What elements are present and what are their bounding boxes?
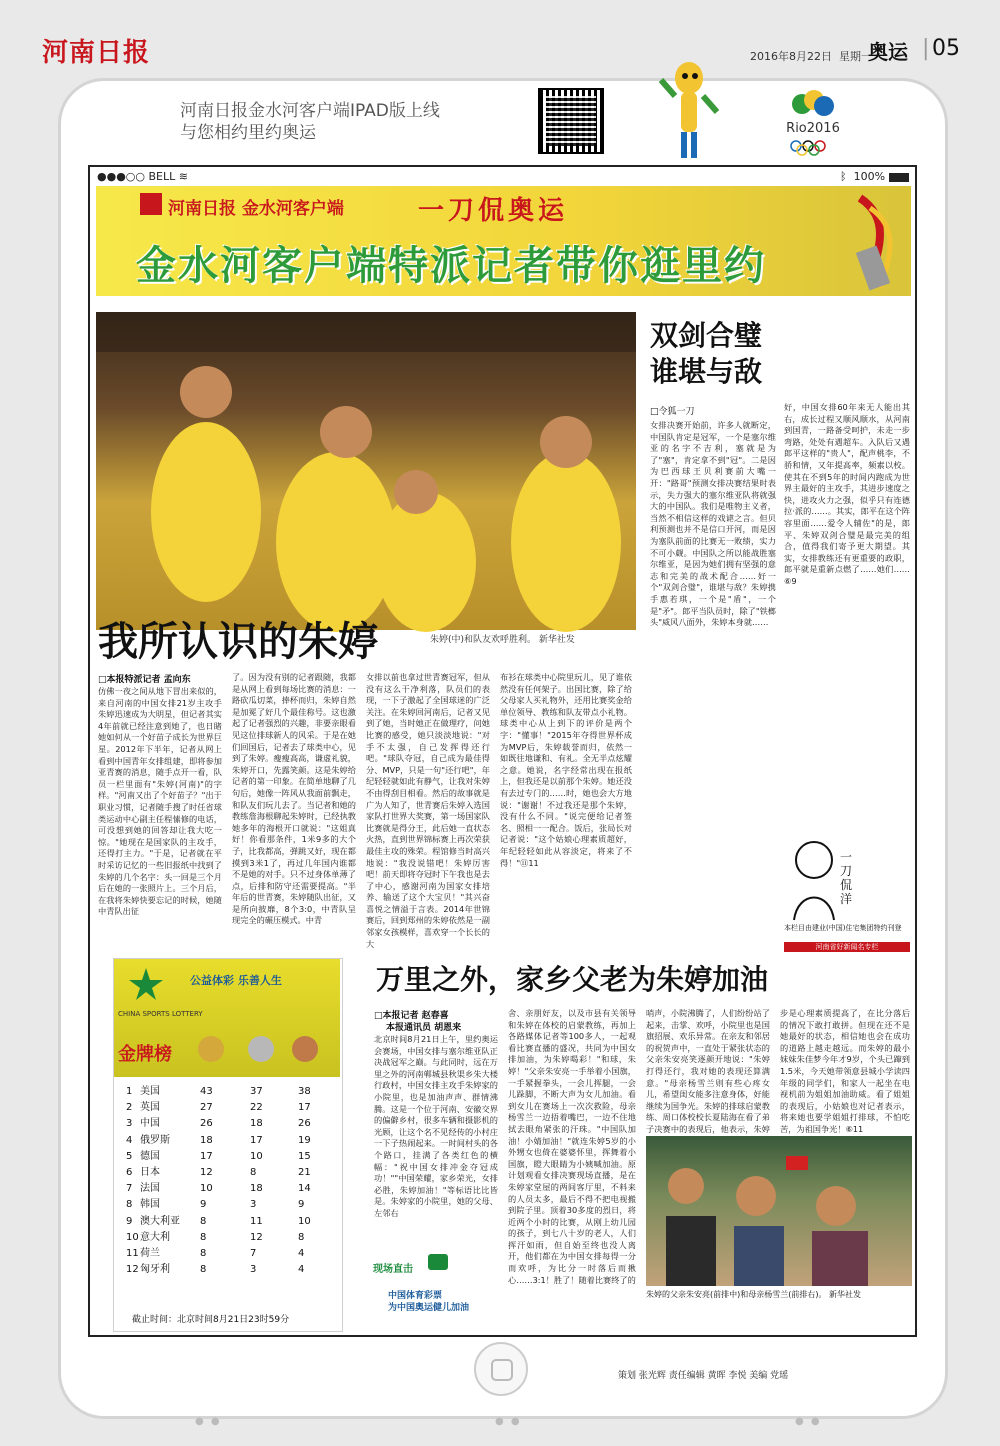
bronze-medal-icon <box>292 1036 318 1062</box>
medal-cell-bronze: 15 <box>298 1150 311 1162</box>
medal-row <box>118 1262 338 1277</box>
lottery-brand: 公益体彩 乐善人生 <box>190 974 282 987</box>
home-button-icon[interactable] <box>474 1342 528 1396</box>
bluetooth-icon: ᛒ <box>840 170 847 183</box>
side-col-2: 好，中国女排60年来无人能出其右，成长过程又顺风顺水，从河南到国青，一路备受呵护，未走一步弯路，处处有遇超车。入队后又遇郎平这样的"贵人"，配声桃李，不骄和情，又年提高率，频素以校。使其在不到5年的时间内跑成为世界主最好的主攻手，其进步速度之快，进攻火力之强，似乎只有连德拉·派的……。其实，郎平在这个阵容里面……爱令人辅佐"的是，郎平、朱婷双剑合璧是最完美的组合，值得我们寄予更大期望。其实，女排教练还有更重要的政职，郎平就是重新点燃了……她们……⑥9 <box>784 402 910 586</box>
medal-row <box>118 1214 338 1229</box>
medal-cell-country: 韩国 <box>140 1199 160 1211</box>
medal-cell-rank: 4 <box>126 1134 133 1146</box>
lottery-logo-icon <box>126 966 166 1002</box>
medal-cell-bronze: 17 <box>298 1102 311 1114</box>
medal-deadline: 截止时间：北京时间8月21日23时59分 <box>132 1315 290 1325</box>
medal-cell-bronze: 38 <box>298 1086 311 1097</box>
banner-logo-text: 河南日报 金水河客户端 <box>168 199 344 219</box>
second-col-2: 舍、亲朋好友，以及市县有关领导和朱婷在体校的启蒙教练，再加上各路媒体记者等100多人，一起观看比赛直播的盛况，共同为中国女排加油，为朱婷喝彩！"和球，朱婷！"父亲朱安亮一手举着小国旗，一手紧握拳头，一会儿挥腿，一会儿跺脚，不断大声为女儿加油。看到女儿在赛场上一次次救险，母亲杨雪兰一边捂着嘴巴，一边不住地拭去眼角紧张的汗珠。"中国队加油！小婧加油！"就连朱婷5岁的小外甥女也倚在婆婆怀里，挥舞着小国旗，瞪大眼睛为小姨喊加油。原计划观看女排决赛现场直播，是在朱婷家堂屋的两间客厅里，不料来的人员太多，最后不得不把电视搬到院子里。顶着30多度的烈日，将近两个小时的比赛，从刚上幼儿园的孩子，到七八十岁的老人，人们挥汗如雨，但自始至终也没人离开，他们都在为中国女排每得一分而欢呼，为比分一时落后而揪心……3:1！胜了！随着比赛终了的 <box>508 1008 636 1285</box>
medal-cell-rank: 11 <box>126 1248 139 1259</box>
medal-cell-rank: 2 <box>126 1102 133 1114</box>
medal-row <box>118 1246 338 1261</box>
medal-row <box>118 1084 338 1099</box>
main-headline: 我所认识的朱婷 <box>98 618 378 665</box>
page-dots-icon: ● ● <box>495 1416 522 1427</box>
main-byline: □本报特派记者 孟向东 <box>98 675 191 685</box>
medal-cell-country: 英国 <box>140 1102 160 1114</box>
olympic-logo-icon <box>780 86 846 156</box>
fans-photo <box>646 1136 912 1286</box>
medal-cell-rank: 5 <box>126 1150 133 1162</box>
medal-cell-rank: 9 <box>126 1215 133 1227</box>
medal-cell-rank: 1 <box>126 1086 133 1097</box>
carrier-status: ●●●○○ BELL ≋ <box>97 170 188 183</box>
camera-icon <box>428 1254 448 1270</box>
medal-cell-silver: 18 <box>250 1118 263 1130</box>
wifi-icon: ≋ <box>178 170 188 183</box>
medal-cell-silver: 22 <box>250 1102 263 1114</box>
medal-cell-gold: 8 <box>200 1264 207 1276</box>
medal-cell-gold: 9 <box>200 1199 207 1211</box>
issue-date: 2016年8月22日 星期一 <box>750 50 872 63</box>
medal-cell-silver: 17 <box>250 1134 263 1146</box>
medal-cell-gold: 26 <box>200 1118 213 1130</box>
page-dots-icon: ● ● <box>795 1416 822 1427</box>
page-number: 05 <box>932 36 960 61</box>
medal-cell-bronze: 8 <box>298 1231 305 1243</box>
columnist-name: 一刀 侃洋 <box>840 850 853 906</box>
medal-cell-silver: 8 <box>250 1167 257 1178</box>
live-logo: 现场直击 <box>373 1264 413 1275</box>
medal-cell-silver: 12 <box>250 1231 263 1243</box>
medal-row <box>118 1230 338 1245</box>
promo-text: 河南日报金水河客户端IPAD版上线 与您相约里约奥运 <box>180 101 440 143</box>
second-col-3: 哨声，小院沸腾了，人们纷纷站了起来，击掌、欢呼，小院里也是国旗招展、欢乐异常。在亲友和邻居的祝贺声中，一直处于紧张状态的父亲朱安亮笑逐颜开地说："朱婷打得还行，我对她的表现还算满意。"母亲杨雪兰则有些心疼女儿，希望闺女能多注意身体，好能继续为国争光。朱婷的排球启蒙教练、周口体校校长夏陆海在看了弟子决赛中的表现后，他表示，朱婷 <box>646 1008 770 1134</box>
medal-cell-bronze: 9 <box>298 1199 305 1211</box>
medal-cell-bronze: 4 <box>298 1248 305 1259</box>
medal-cell-country: 意大利 <box>140 1231 170 1243</box>
medal-cell-bronze: 26 <box>298 1118 311 1130</box>
medal-title: 金牌榜 <box>118 1044 172 1065</box>
main-col-3: 女排以前也拿过世青赛冠军，但从没有这么干净利落，队员们的表现，一下子激起了全国球迷的广泛关注。在朱婷回河南后，记者又见到了她，当时她正在做理疗，问她比赛的感受，她只淡淡地说："对手不太强，自己发挥得还行吧。"球队夺冠，自己成为最佳得分、MVP，只是一句"还行吧"，年纪轻轻就如此有静气，让我对朱婷不由得刮目相看。然后的故事就是广为人知了，世青赛后朱婷入选国家队打世界大奖赛，第一场国家队比赛就是得分王，此后她一直状态火热，直到世界锦标赛上再次荣获最佳主攻的殊荣。程馆修当时高兴地说："我没说错吧！朱婷厉害吧！前天即将夺冠时下午我也是去了中心，感谢河南为国家女排培养、输送了这个大宝贝！"其兴奋喜悦之情溢于言表。2014年世锦赛后，回到郑州的朱婷依然是一副邻家女孩模样，喜欢穿一个长长的大 <box>366 672 490 949</box>
medal-cell-rank: 10 <box>126 1231 139 1243</box>
medal-cell-gold: 12 <box>200 1167 213 1178</box>
medal-cell-bronze: 14 <box>298 1183 311 1195</box>
page-credits: 策划 张光辉 责任编辑 黄晖 李悦 美编 党瑶 <box>618 1371 789 1381</box>
medal-row <box>118 1181 338 1196</box>
medal-cell-country: 匈牙利 <box>140 1264 170 1276</box>
medal-cell-gold: 8 <box>200 1215 207 1227</box>
divider: | <box>922 36 930 61</box>
qr-code-icon <box>538 88 604 154</box>
medal-row <box>118 1100 338 1115</box>
medal-cell-silver: 10 <box>250 1150 263 1162</box>
medal-cell-gold: 10 <box>200 1183 213 1195</box>
section-name: 奥运 <box>868 40 908 64</box>
medal-cell-rank: 8 <box>126 1199 133 1211</box>
medal-cell-bronze: 10 <box>298 1215 311 1227</box>
medal-row <box>118 1116 338 1131</box>
medal-cell-silver: 37 <box>250 1086 263 1097</box>
mascot-icon <box>655 56 723 166</box>
live-sub: 中国体育彩票 为中国奥运健儿加油 <box>388 1291 470 1313</box>
side-headline: 双剑合璧 谁堪与敌 <box>650 319 763 388</box>
medal-row <box>118 1133 338 1148</box>
medal-cell-silver: 18 <box>250 1183 263 1195</box>
lottery-name: CHINA SPORTS LOTTERY <box>118 1010 203 1018</box>
medal-cell-bronze: 21 <box>298 1167 311 1178</box>
medal-cell-gold: 43 <box>200 1086 213 1097</box>
rio-label: Rio2016 <box>786 121 840 136</box>
main-col-2: 了。因为没有别的记者跟随，我都是从网上看到每场比赛的消息：一路砍瓜切菜，捧杯而归，朱婷自然是加冕了好几个最佳称号。这也激起了记者强烈的兴趣，非要亲眼看见这位排球新人的风采。于是在她们回国后，记者去了球类中心，见到了朱婷。瘦瘦高高，谦虚礼貌，朱婷开口，先露笑颜。这是朱婷给记者的第一印象。在简单地聊了几句后，她像一阵风从我面前飘走，和队友们玩儿去了。当记者和她的教练詹海根聊起朱婷时，已经执教她多年的海根开口就说："这姐真好！你看那条件，1米9多的大个子，比我都高，弹跳又好，现在都摸到3米1了，再过几年国内谁都不是她的对手。只不过身体单薄了点，后排和防守还需要提高。"半年后的世青赛，朱婷随队出征，又是所向披靡，8个3:0，中青队呈现完全的碾压模式。中青 <box>232 672 356 926</box>
medal-cell-country: 澳大利亚 <box>140 1215 180 1227</box>
medal-row <box>118 1149 338 1164</box>
medal-cell-country: 俄罗斯 <box>140 1134 170 1146</box>
medal-row <box>118 1197 338 1212</box>
second-col-1: 北京时间8月21日上午，里约奥运会赛场，中国女排与塞尔维亚队正决战冠军之巅。与此同时，远在万里之外的河南郸城县秋渠乡朱大楼行政村，中国女排主攻手朱婷家的小院里，也是加油声声、群情沸腾。这是一个位于河南、安徽交界的偏僻乡村，很多车辆和摄影机的光顾，让这个名不见经传的小村庄一下子热闹起来。一时间村头的各个路口，挂满了各类红色的横幅："祝中国女排冲金夺冠成功！""中国荣耀，家乡荣光，女排必胜，朱婷加油！"等标语比比皆是。朱婷家的小院里，她的父母、左邻右 <box>374 1034 498 1218</box>
silver-medal-icon <box>248 1036 274 1062</box>
medal-cell-bronze: 4 <box>298 1264 305 1276</box>
medal-cell-rank: 6 <box>126 1167 133 1178</box>
columnist-band: 河南省好新闻名专栏 <box>784 942 910 952</box>
medal-cell-gold: 8 <box>200 1248 207 1259</box>
medal-cell-silver: 3 <box>250 1264 257 1276</box>
columnist-caption: 本栏目由建业(中国)住宅集团特约刊登 <box>784 924 902 932</box>
hero-photo <box>96 312 636 630</box>
medal-cell-silver: 11 <box>250 1215 263 1227</box>
medal-cell-gold: 8 <box>200 1231 207 1243</box>
second-byline-2: 本报通讯员 胡恩来 <box>386 1023 462 1033</box>
torch-icon <box>800 188 910 294</box>
side-col-1: 女排决赛开始前，许多人就断定，中国队肯定是冠军，一个是塞尔维亚的名字不吉利，塞就是为了"塞"，肯定拿不到"冠"。二是因为巴西球王贝利赛前大嘴一开："路哥"预测女排决赛结果时表示，失力强大的塞尔维亚队将就强大的中国队。我们是唯物主义者，当然不相信这样的戏谑之言。但贝利预测也并不是信口开河，而是因为塞队前面的比赛无一败绩，实力不可小觑。中国队之所以能战胜塞尔维亚，是因为她们拥有坚强的意志和完美的战术配合……好一个"双剑合璧"，谁堪与敌？朱婷携手惠若琪，一个是"盾"，一个是"矛"。郎平当队员时，除了"铁榔头"威风八面外，朱婷本身就…… <box>650 420 776 628</box>
main-col-4: 布衫在球类中心院里玩儿，见了谁依然没有任何架子。出国比赛，除了给父母家人买礼物外，还用比赛奖金给单位领导、教练和队友带点小礼物。球类中心从上到下的评价是两个字："懂事！"2015年夺得世界杯成为MVP后，朱婷载誉而归，依然一如既往地谦和、有礼。全无半点炫耀之意。她说，名字经常出现在报纸上，但我还是以前那个朱婷。她还没有去过专门的……时，她也会大方地说："谢谢！不过我还是那个朱婷，没有什么不同。"说完便给记者签名、照相一一配合。饭后，张局长对记者说："这个姑娘心理素质超好，年纪轻轻如此从容淡定，将来了不得！"⑪11 <box>500 672 632 868</box>
medal-cell-country: 日本 <box>140 1167 160 1178</box>
medal-cell-country: 中国 <box>140 1118 160 1130</box>
medal-row <box>118 1165 338 1180</box>
second-headline: 万里之外，家乡父老为朱婷加油 <box>376 963 769 996</box>
second-col-4: 步是心理素质提高了，在比分落后的情况下敢打敢拼。但现在还不是她最好的状态，相信她也会在成功的道路上越走越远。而朱婷的最小妹妹朱佳梦今年才9岁，个头已蹿到1.5米，今天她带领意县城小学读四年级的同学们，和家人一起坐在电视机前为姐姐加油助威。看了姐姐的表现后，小姑娘也对记者表示，将来她也要学姐姐打排球，不怕吃苦，为祖国争光！⑥11 <box>780 1008 910 1134</box>
medal-cell-country: 德国 <box>140 1150 160 1162</box>
app-logo-icon <box>140 193 162 215</box>
medal-cell-rank: 3 <box>126 1118 133 1130</box>
battery-icon <box>889 173 909 182</box>
medal-cell-rank: 12 <box>126 1264 139 1276</box>
hero-caption: 朱婷(中)和队友欢呼胜利。 新华社发 <box>430 635 575 645</box>
medal-cell-silver: 7 <box>250 1248 257 1259</box>
battery-status: ᛒ 100% <box>840 170 909 183</box>
medal-cell-country: 法国 <box>140 1183 160 1195</box>
medal-cell-country: 美国 <box>140 1086 160 1097</box>
side-byline: □令狐一刀 <box>650 407 695 417</box>
columnist-portrait-icon <box>784 820 874 940</box>
page-dots-icon: ● ● <box>195 1416 222 1427</box>
fans-caption: 朱婷的父亲朱安亮(前排中)和母亲杨雪兰(前排右)。 新华社发 <box>646 1290 862 1299</box>
main-col-1: 仿佛一夜之间从地下冒出来似的，来自河南的中国女排21岁主攻手朱婷迅速成为大明星，但记者其实4年前就已经注意到她了，也日睹她如何从一个好苗子成长为世界巨星。2012年下半年，记者从网上看到中国青年女排组建，即将参加亚青赛的消息，随手点开一看，队员一栏里面有"朱婷(河南)"的字样。"河南又出了个好苗子？"出于职业习惯，记者随手搜了时任省球类运动中心副主任程愫修的电话，可没想到她的回答却让我大吃一惊。"她现在是国家队的主攻手，还得打主力。"于是，记者就在平时采访记忆的一些旧报纸中找到了朱婷的几个名字：头一回是三个月后在她的一张照片上。三个月后，在我将朱婷快要忘记的时候，她随中青队出征 <box>98 686 222 917</box>
gold-medal-icon <box>198 1036 224 1062</box>
medal-cell-gold: 17 <box>200 1150 213 1162</box>
masthead-logo: 河南日报 <box>42 38 151 68</box>
medal-cell-gold: 18 <box>200 1134 213 1146</box>
medal-cell-rank: 7 <box>126 1183 133 1195</box>
medal-cell-gold: 27 <box>200 1102 213 1114</box>
medal-cell-silver: 3 <box>250 1199 257 1211</box>
banner-slogan: 一刀侃奥运 <box>418 196 569 226</box>
medal-cell-country: 荷兰 <box>140 1248 160 1259</box>
second-byline-1: □本报记者 赵春喜 <box>374 1011 449 1021</box>
medal-cell-bronze: 19 <box>298 1134 311 1146</box>
banner-title: 金水河客户端特派记者带你逛里约 <box>136 243 766 289</box>
